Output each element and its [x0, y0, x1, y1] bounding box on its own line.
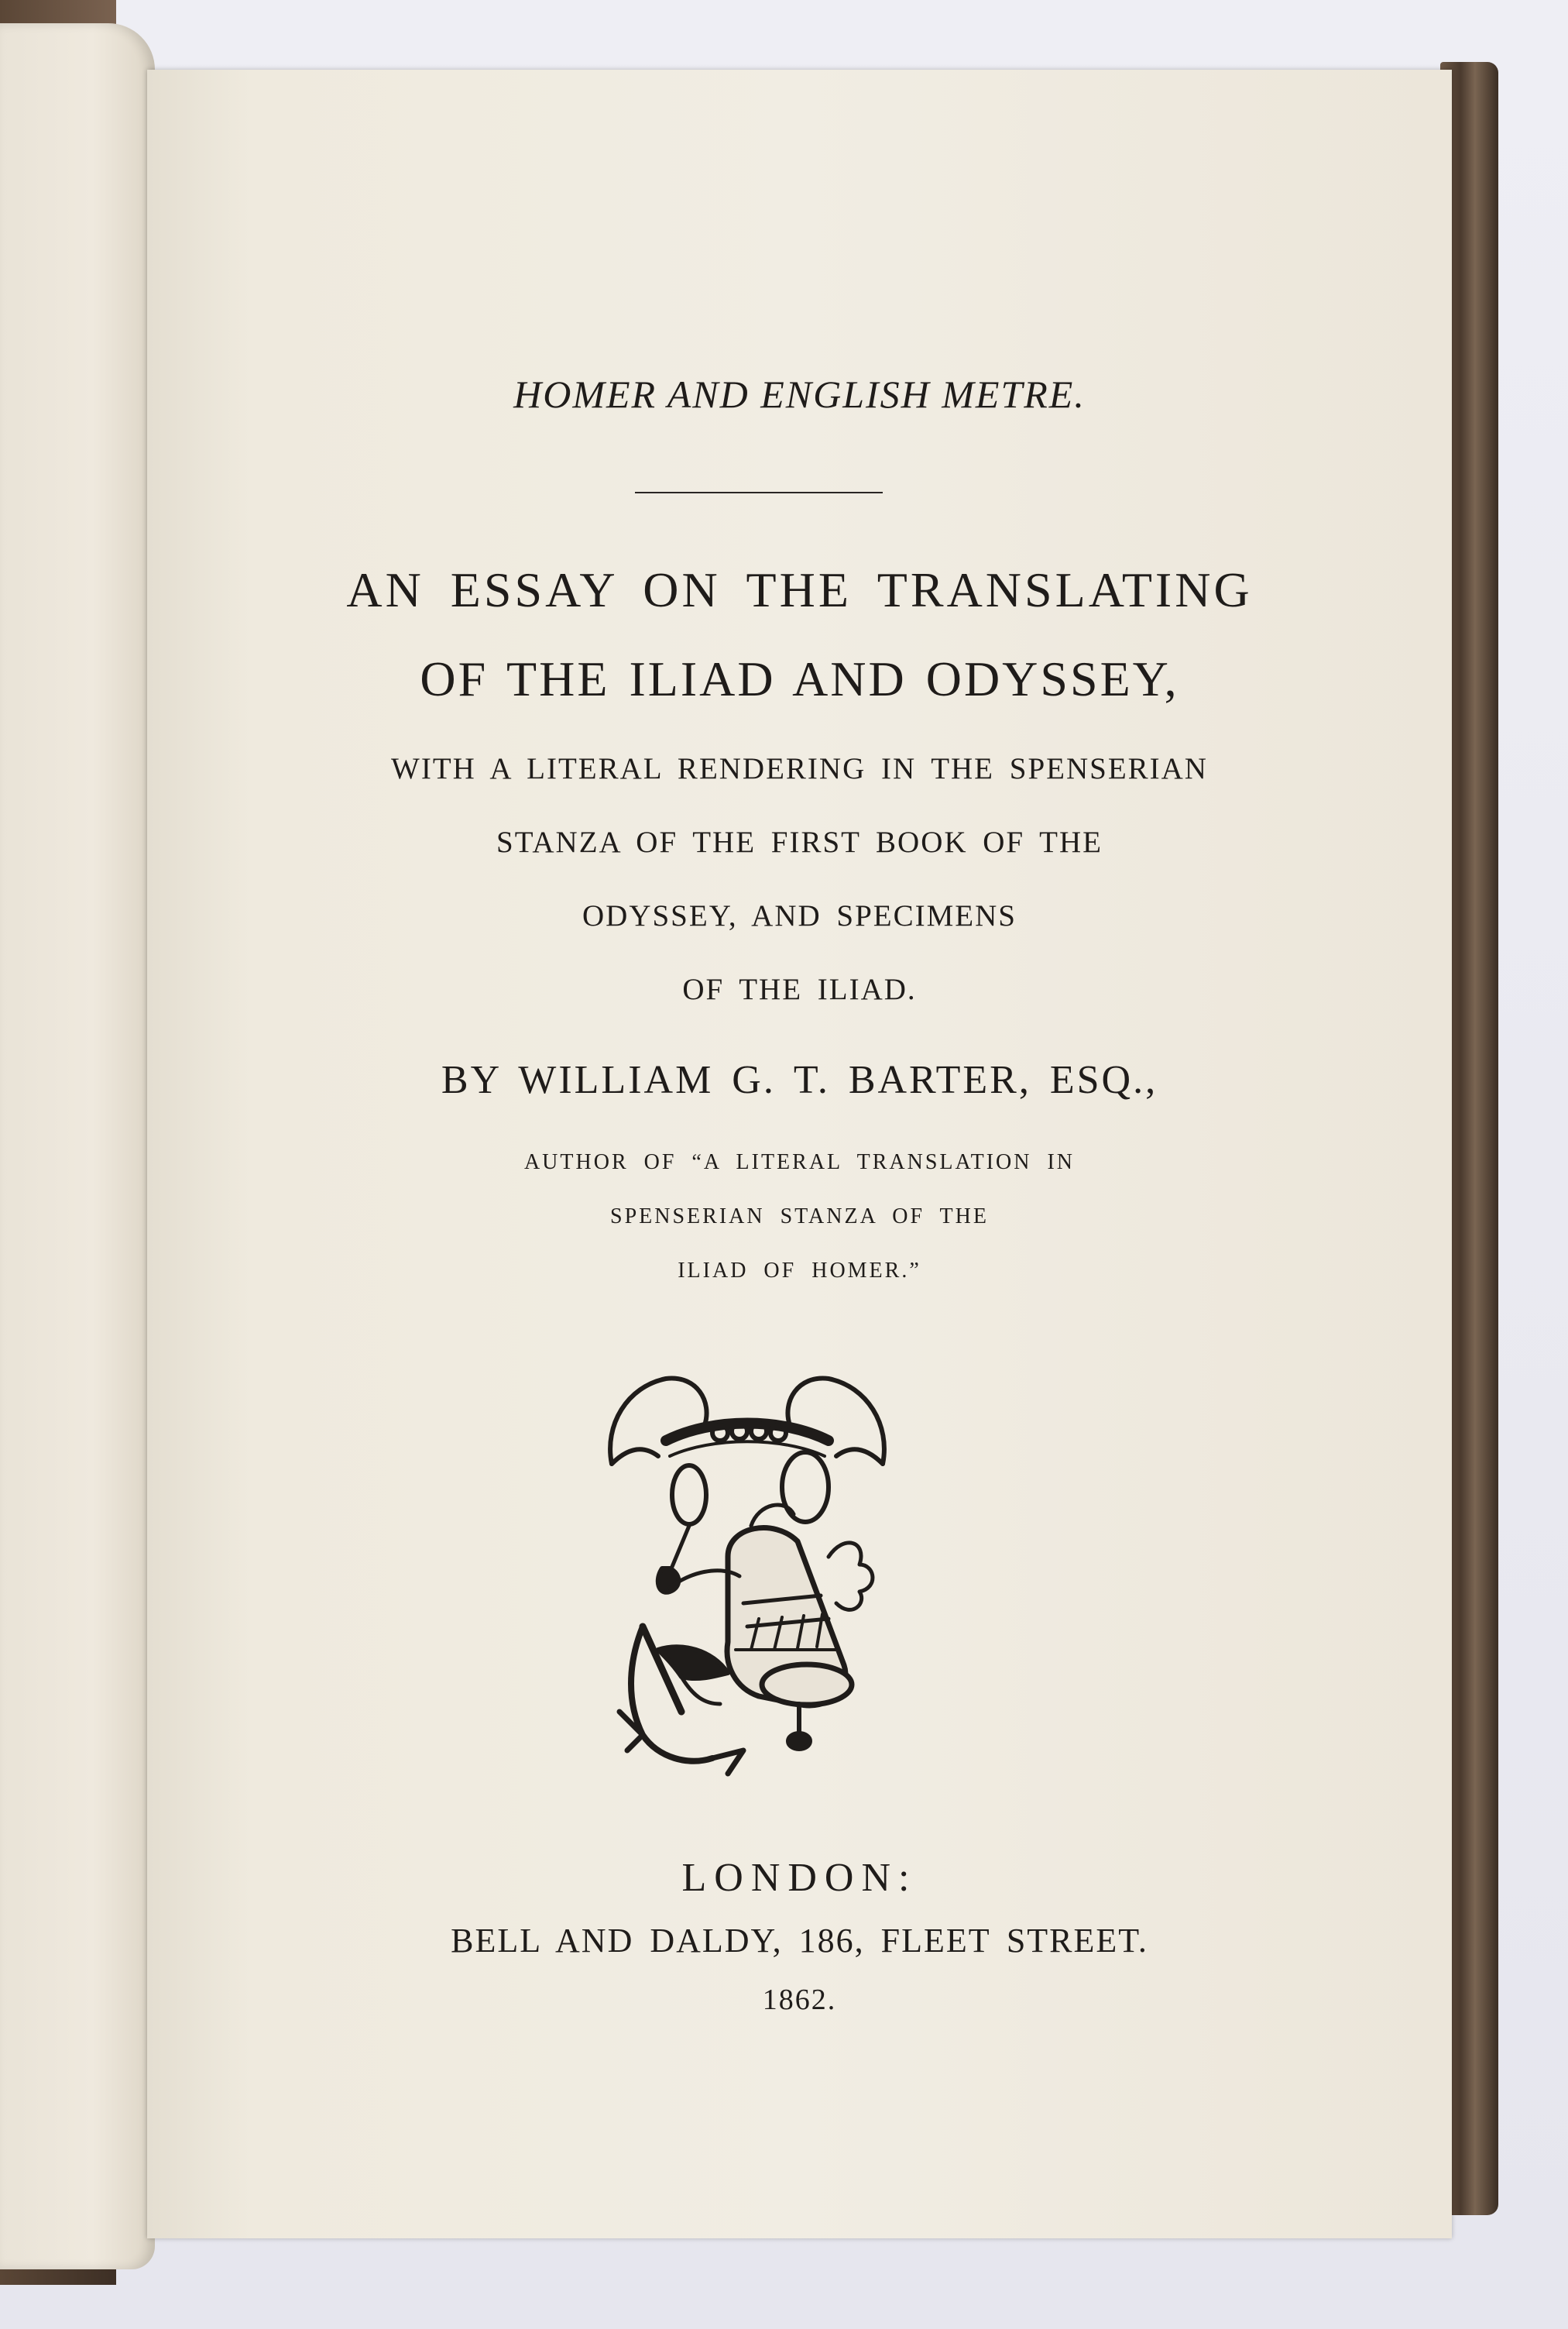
half-title: HOMER AND ENGLISH METRE.	[513, 373, 1086, 416]
subtitle-line-1: WITH A LITERAL RENDERING IN THE SPENSERIAN	[391, 752, 1208, 785]
imprint-city: LONDON:	[681, 1856, 918, 1900]
author-credit-line-3: ILIAD OF HOMER.”	[678, 1259, 921, 1283]
subtitle-line-3: ODYSSEY, AND SPECIMENS	[582, 899, 1017, 933]
imprint-publisher: BELL AND DALDY, 186, FLEET STREET.	[451, 1922, 1148, 1960]
author-credit-line-1: AUTHOR OF “A LITERAL TRANSLATION IN	[523, 1150, 1076, 1174]
author-line: BY WILLIAM G. T. BARTER, ESQ.,	[441, 1058, 1158, 1102]
main-title-line-2: OF THE ILIAD AND ODYSSEY,	[420, 651, 1179, 706]
title-rule-divider	[635, 492, 883, 493]
title-page	[147, 70, 1452, 2238]
imprint-year: 1862.	[762, 1984, 837, 2016]
main-title-line-1: AN ESSAY ON THE TRANSLATING	[346, 562, 1253, 617]
facing-left-page	[0, 23, 155, 2269]
author-credit-line-2: SPENSERIAN STANZA OF THE	[610, 1204, 989, 1228]
bell-and-anchor-device-icon	[596, 1371, 898, 1836]
subtitle-line-2: STANZA OF THE FIRST BOOK OF THE	[496, 826, 1103, 859]
subtitle-line-4: OF THE ILIAD.	[682, 973, 917, 1006]
